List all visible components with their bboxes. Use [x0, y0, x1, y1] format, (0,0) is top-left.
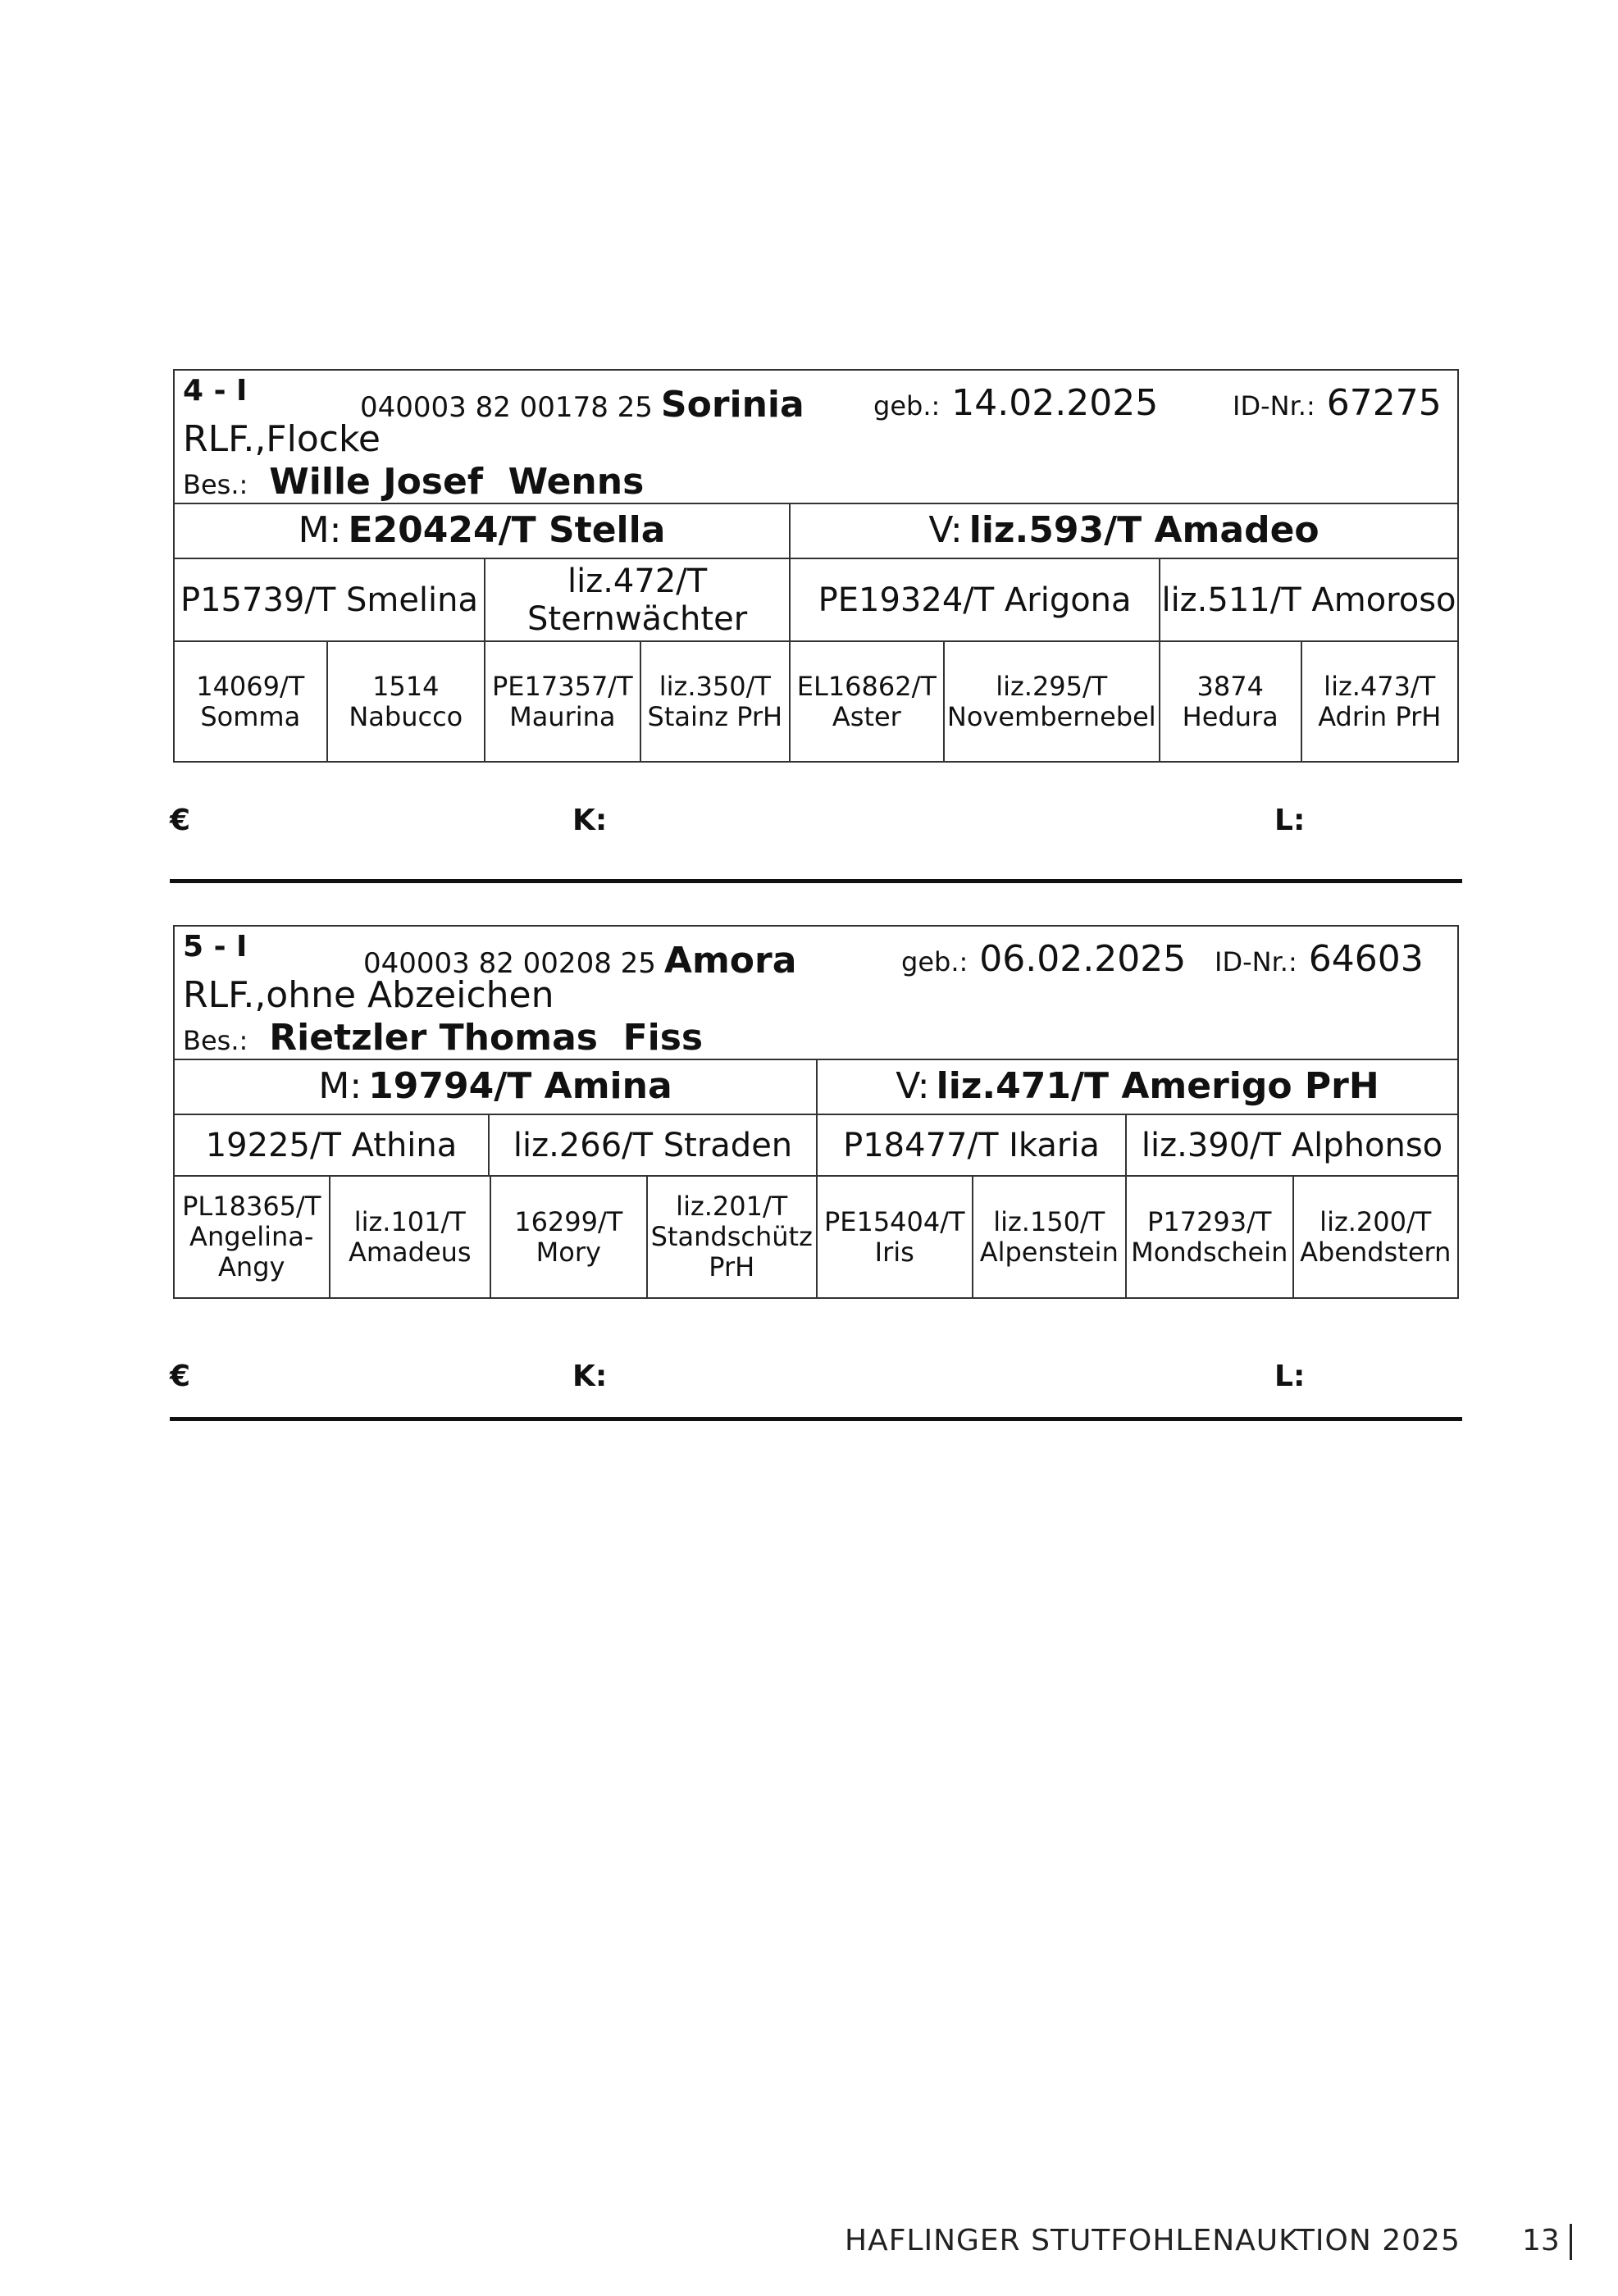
father-cell: V: liz.471/T Amerigo PrH: [896, 1065, 1379, 1108]
grandparent-cell: liz.472/T Sternwächter: [485, 559, 791, 640]
entry-header: [175, 371, 1457, 504]
grandparents-row: [175, 559, 1457, 642]
ancestor-cell: EL16862/T Aster: [791, 642, 945, 761]
ancestor-cell: PL18365/T Angelina- Angy: [175, 1177, 330, 1297]
price-label: €: [170, 804, 191, 837]
ancestor-cell: liz.101/T Amadeus: [330, 1177, 492, 1297]
entry-5: [170, 925, 1459, 1393]
grandparent-cell: PE19324/T Arigona: [791, 559, 1160, 640]
ancestor-cell: P17293/T Mondschein: [1127, 1177, 1293, 1297]
ancestor-cell: 3874 Hedura: [1160, 642, 1302, 761]
birth-date: geb.: 14.02.2025: [873, 382, 1159, 424]
id-number: ID-Nr.: 64603: [1215, 938, 1424, 980]
entry-4: [170, 369, 1459, 837]
ancestor-cell: liz.473/T Adrin PrH: [1318, 670, 1442, 732]
great-grandparents-row: [175, 1177, 1457, 1297]
grandparent-cell: 19225/T Athina: [175, 1115, 490, 1175]
mother-cell: M: E20424/T Stella: [175, 504, 791, 558]
page-number: 13: [1522, 2224, 1560, 2257]
lot-label: L:: [1274, 804, 1306, 837]
ancestor-cell: liz.350/T Stainz PrH: [641, 642, 791, 761]
horse-number: 040003 82 00178 25 Sorinia: [360, 384, 804, 426]
lot-number: 4 - I: [183, 374, 248, 408]
owner-line: Bes.: Wille Josef Wenns: [183, 461, 645, 503]
ancestor-cell: 1514 Nabucco: [328, 642, 486, 761]
owner-name: Rietzler Thomas Fiss: [269, 1017, 704, 1059]
grandparent-cell: P18477/T Ikaria: [818, 1115, 1127, 1175]
ancestor-cell: 16299/T Mory: [491, 1177, 648, 1297]
owner-name: Wille Josef Wenns: [269, 461, 645, 503]
grandparent-cell: P15739/T Smelina: [175, 559, 485, 640]
horse-number: 040003 82 00208 25 Amora: [363, 940, 797, 982]
coat-color: RLF.,Flocke: [183, 418, 381, 460]
ancestor-cell: PE15404/T Iris: [818, 1177, 973, 1297]
father-cell: V: liz.593/T Amadeo: [928, 509, 1319, 552]
page-footer-title: HAFLINGER STUTFOHLENAUKTION 2025: [845, 2224, 1461, 2257]
owner-line: Bes.: Rietzler Thomas Fiss: [183, 1017, 704, 1059]
great-grandparents-row: [175, 642, 1457, 761]
ancestor-cell: liz.201/T Standschütz PrH: [648, 1177, 818, 1297]
buyer-label: K:: [572, 1360, 608, 1393]
grandparent-cell: liz.390/T Alphonso: [1141, 1126, 1443, 1164]
ancestor-cell: 14069/T Somma: [175, 642, 328, 761]
parents-row: [175, 1060, 1457, 1115]
lot-label: L:: [1274, 1360, 1306, 1393]
horse-name: Amora: [663, 940, 797, 982]
ancestor-cell: PE17357/T Maurina: [485, 642, 641, 761]
grandparent-cell: liz.266/T Straden: [490, 1115, 818, 1175]
grandparent-cell: liz.511/T Amoroso: [1161, 581, 1456, 619]
id-number: ID-Nr.: 67275: [1233, 382, 1442, 424]
mother-cell: M: 19794/T Amina: [175, 1060, 818, 1114]
horse-name: Sorinia: [660, 384, 804, 426]
ancestor-cell: liz.295/T Novembernebel: [945, 642, 1160, 761]
page-number-bar: [1570, 2224, 1572, 2260]
grandparents-row: [175, 1115, 1457, 1177]
parents-row: [175, 504, 1457, 559]
divider: [170, 879, 1462, 883]
pedigree-table: [173, 925, 1459, 1299]
buyer-label: K:: [572, 804, 608, 837]
ancestor-cell: liz.150/T Alpenstein: [973, 1177, 1128, 1297]
birth-date: geb.: 06.02.2025: [901, 938, 1187, 980]
coat-color: RLF.,ohne Abzeichen: [183, 974, 554, 1016]
lot-number: 5 - I: [183, 930, 248, 963]
divider: [170, 1417, 1462, 1421]
ancestor-cell: liz.200/T Abendstern: [1300, 1205, 1452, 1268]
entry-header: [175, 927, 1457, 1060]
price-label: €: [170, 1360, 191, 1393]
pedigree-table: [173, 369, 1459, 763]
